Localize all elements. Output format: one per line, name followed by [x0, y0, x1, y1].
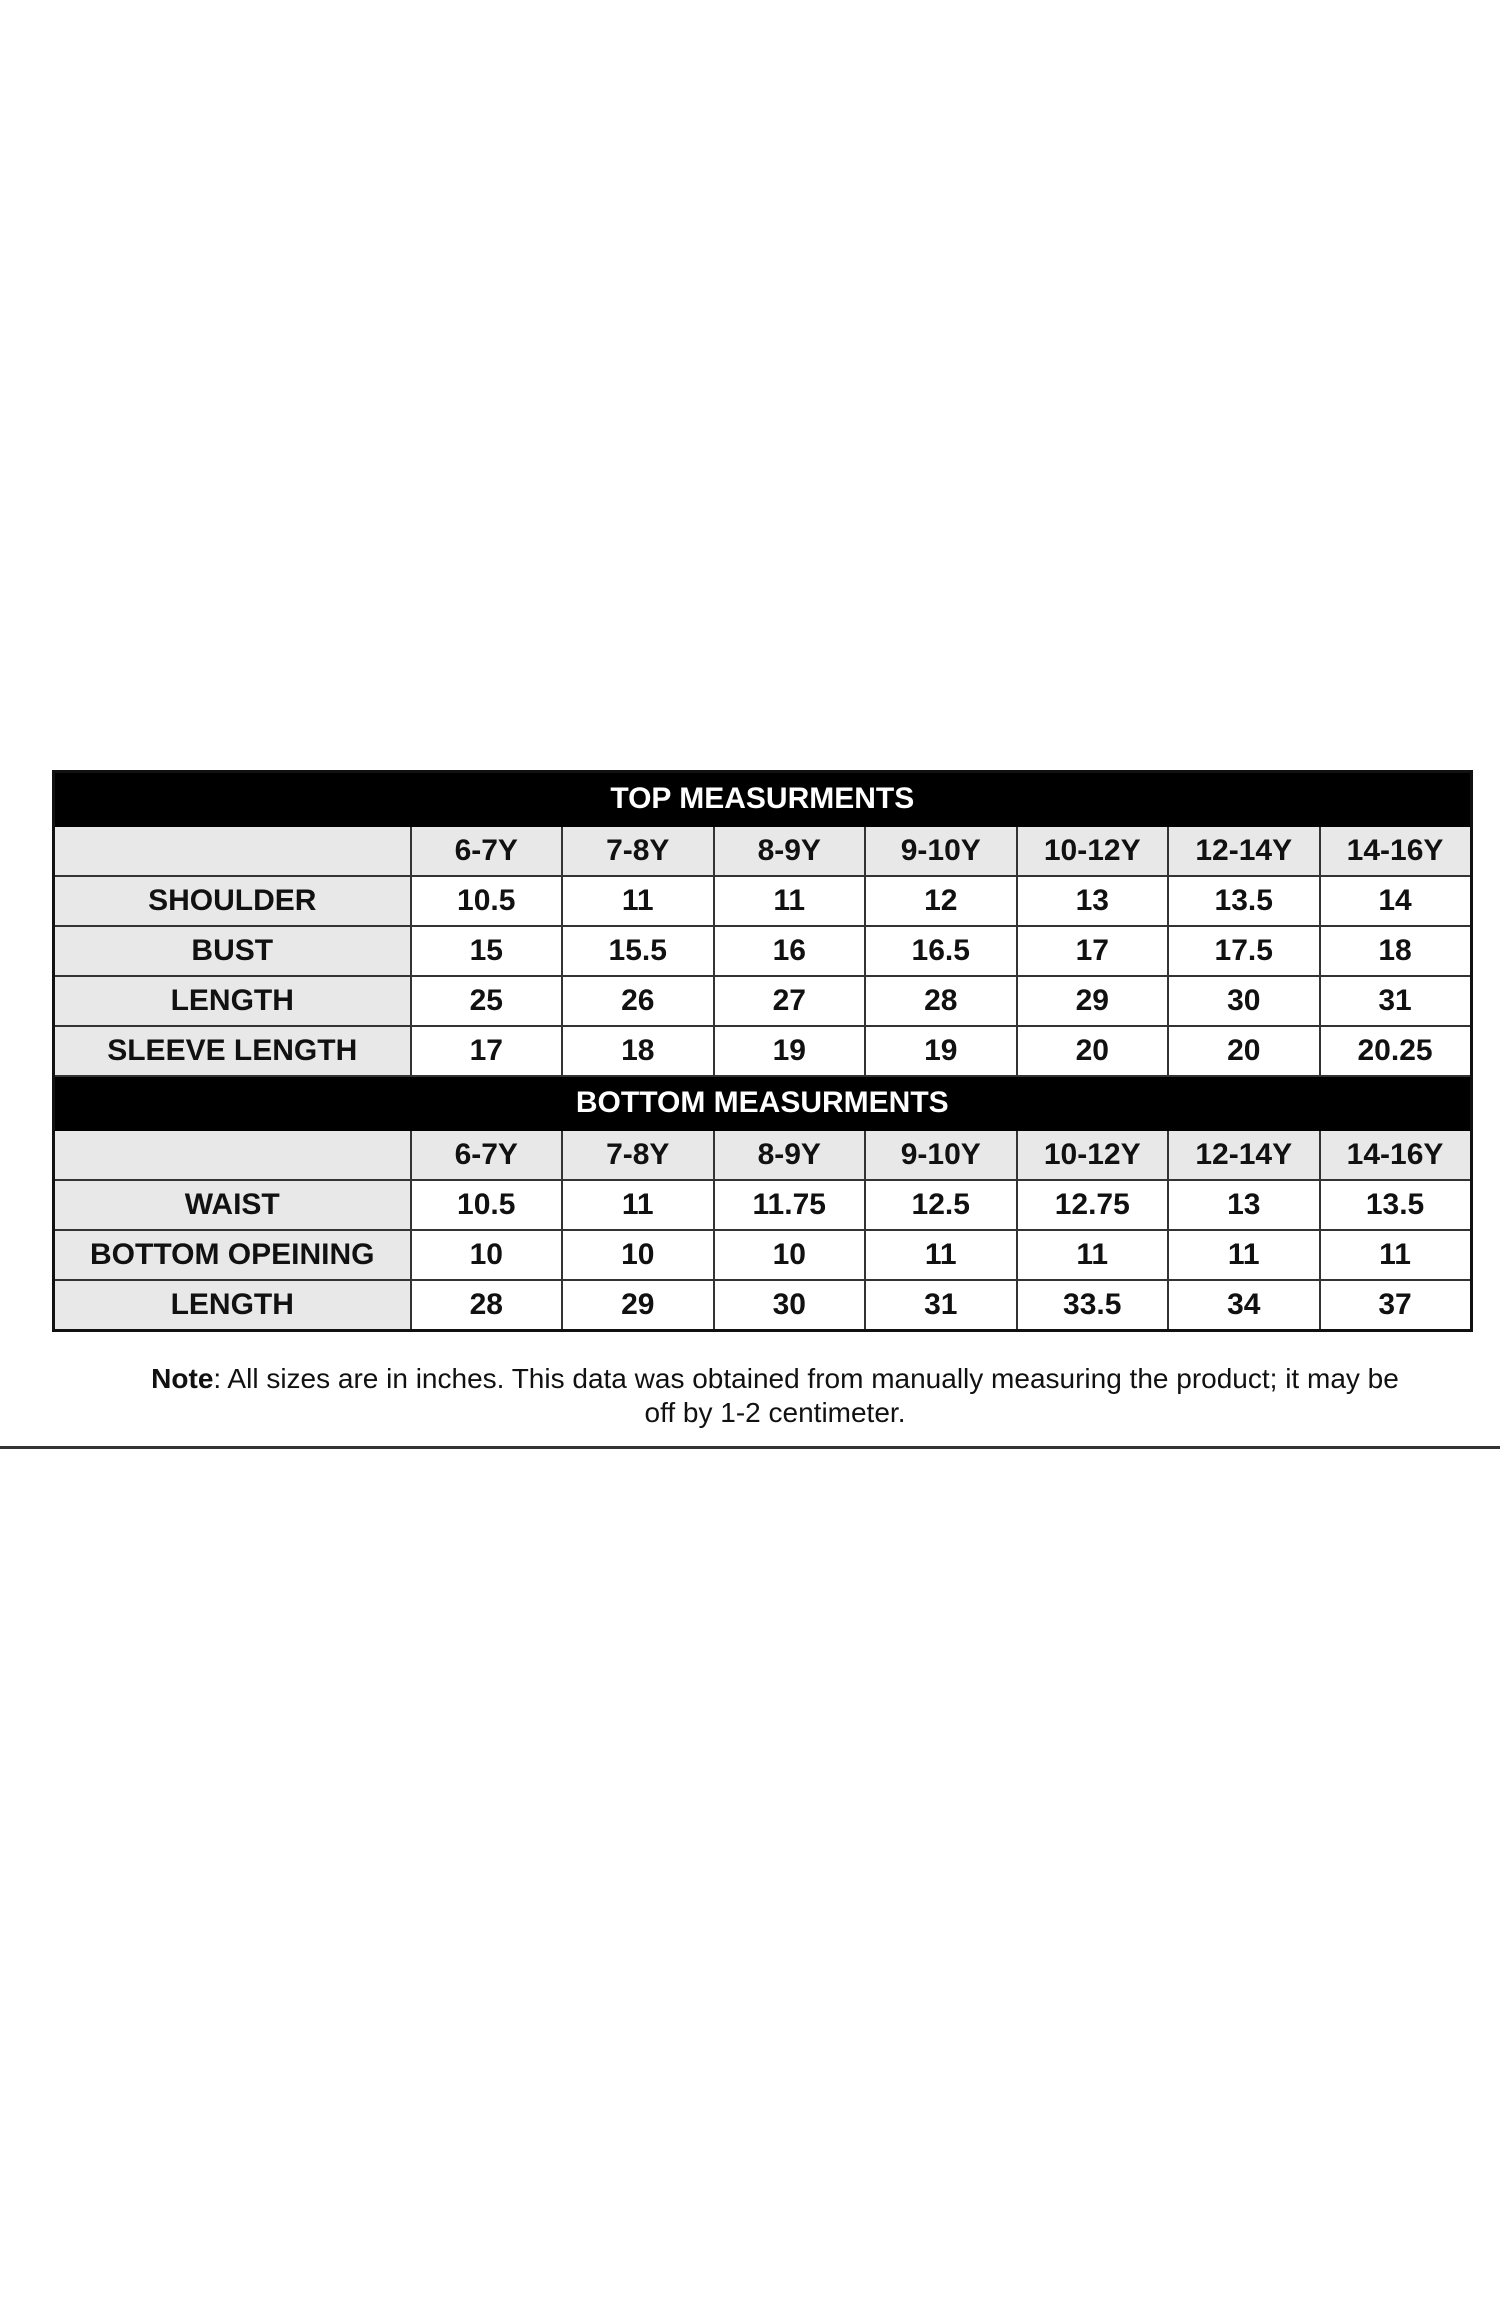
size-header-cell: 10-12Y: [1017, 826, 1169, 876]
measurement-value: 11.75: [714, 1180, 866, 1230]
measurement-value: 31: [865, 1280, 1017, 1331]
measurement-value: 18: [1320, 926, 1472, 976]
measurement-value: 33.5: [1017, 1280, 1169, 1331]
measurement-value: 20.25: [1320, 1026, 1472, 1076]
note-label: Note: [151, 1363, 214, 1394]
size-header-cell: 6-7Y: [411, 1130, 563, 1180]
empty-header-cell: [54, 1130, 411, 1180]
measurement-note: [150, 1362, 1400, 1430]
measurement-value: 15: [411, 926, 563, 976]
measurement-value: 16: [714, 926, 866, 976]
measurement-value: 11: [714, 876, 866, 926]
measurement-value: 11: [562, 1180, 714, 1230]
measurement-value: 13: [1017, 876, 1169, 926]
size-header-cell: 9-10Y: [865, 1130, 1017, 1180]
measurement-value: 10.5: [411, 1180, 563, 1230]
measurement-value: 14: [1320, 876, 1472, 926]
measurement-value: 29: [1017, 976, 1169, 1026]
measurement-value: 30: [1168, 976, 1320, 1026]
size-header-cell: 10-12Y: [1017, 1130, 1169, 1180]
measurement-value: 37: [1320, 1280, 1472, 1331]
measurement-value: 17.5: [1168, 926, 1320, 976]
measurement-value: 12: [865, 876, 1017, 926]
size-header-cell: 7-8Y: [562, 826, 714, 876]
top-size-header-row: [54, 826, 1472, 876]
divider-line: [0, 1446, 1500, 1449]
measurement-value: 12.5: [865, 1180, 1017, 1230]
measurement-value: 20: [1168, 1026, 1320, 1076]
measurement-label: BOTTOM OPEINING: [54, 1230, 411, 1280]
measurement-value: 10.5: [411, 876, 563, 926]
bottom-size-header-row: [54, 1130, 1472, 1180]
measurement-value: 10: [411, 1230, 563, 1280]
measurement-label: SLEEVE LENGTH: [54, 1026, 411, 1076]
measurement-value: 34: [1168, 1280, 1320, 1331]
bottom-section-header: [54, 1076, 1472, 1130]
size-header-cell: 12-14Y: [1168, 826, 1320, 876]
measurement-value: 29: [562, 1280, 714, 1331]
top-section-header: [54, 772, 1472, 827]
measurement-value: 19: [865, 1026, 1017, 1076]
measurement-label: WAIST: [54, 1180, 411, 1230]
measurement-value: 10: [562, 1230, 714, 1280]
size-header-cell: 9-10Y: [865, 826, 1017, 876]
measurement-label: LENGTH: [54, 976, 411, 1026]
bottom-section-title: BOTTOM MEASURMENTS: [54, 1076, 1472, 1130]
measurement-value: 20: [1017, 1026, 1169, 1076]
measurement-value: 28: [411, 1280, 563, 1331]
measurement-value: 11: [1320, 1230, 1472, 1280]
measurement-value: 30: [714, 1280, 866, 1331]
measurement-value: 11: [562, 876, 714, 926]
measurement-value: 17: [1017, 926, 1169, 976]
measurement-label: LENGTH: [54, 1280, 411, 1331]
measurement-value: 17: [411, 1026, 563, 1076]
measurement-value: 12.75: [1017, 1180, 1169, 1230]
empty-header-cell: [54, 826, 411, 876]
size-chart-body: [54, 772, 1472, 1331]
size-chart-table: [52, 770, 1473, 1332]
top-section-title: TOP MEASURMENTS: [54, 772, 1472, 827]
size-header-cell: 6-7Y: [411, 826, 563, 876]
measurement-value: 31: [1320, 976, 1472, 1026]
table-row: [54, 1026, 1472, 1076]
size-header-cell: 7-8Y: [562, 1130, 714, 1180]
measurement-value: 11: [1017, 1230, 1169, 1280]
table-row: [54, 1180, 1472, 1230]
size-header-cell: 14-16Y: [1320, 826, 1472, 876]
measurement-value: 18: [562, 1026, 714, 1076]
table-row: [54, 1280, 1472, 1331]
measurement-value: 11: [1168, 1230, 1320, 1280]
measurement-label: BUST: [54, 926, 411, 976]
measurement-value: 15.5: [562, 926, 714, 976]
size-header-cell: 14-16Y: [1320, 1130, 1472, 1180]
measurement-value: 27: [714, 976, 866, 1026]
measurement-value: 16.5: [865, 926, 1017, 976]
measurement-value: 13: [1168, 1180, 1320, 1230]
measurement-value: 25: [411, 976, 563, 1026]
size-header-cell: 8-9Y: [714, 826, 866, 876]
table-row: [54, 1230, 1472, 1280]
table-row: [54, 926, 1472, 976]
size-header-cell: 12-14Y: [1168, 1130, 1320, 1180]
measurement-value: 11: [865, 1230, 1017, 1280]
size-header-cell: 8-9Y: [714, 1130, 866, 1180]
measurement-value: 26: [562, 976, 714, 1026]
measurement-label: SHOULDER: [54, 876, 411, 926]
note-text: : All sizes are in inches. This data was obtained from manually measuring the product; it may be off by 1-2 centimeter.: [213, 1363, 1399, 1428]
measurement-value: 28: [865, 976, 1017, 1026]
table-row: [54, 976, 1472, 1026]
measurement-value: 10: [714, 1230, 866, 1280]
measurement-value: 13.5: [1168, 876, 1320, 926]
measurement-value: 19: [714, 1026, 866, 1076]
measurement-value: 13.5: [1320, 1180, 1472, 1230]
table-row: [54, 876, 1472, 926]
